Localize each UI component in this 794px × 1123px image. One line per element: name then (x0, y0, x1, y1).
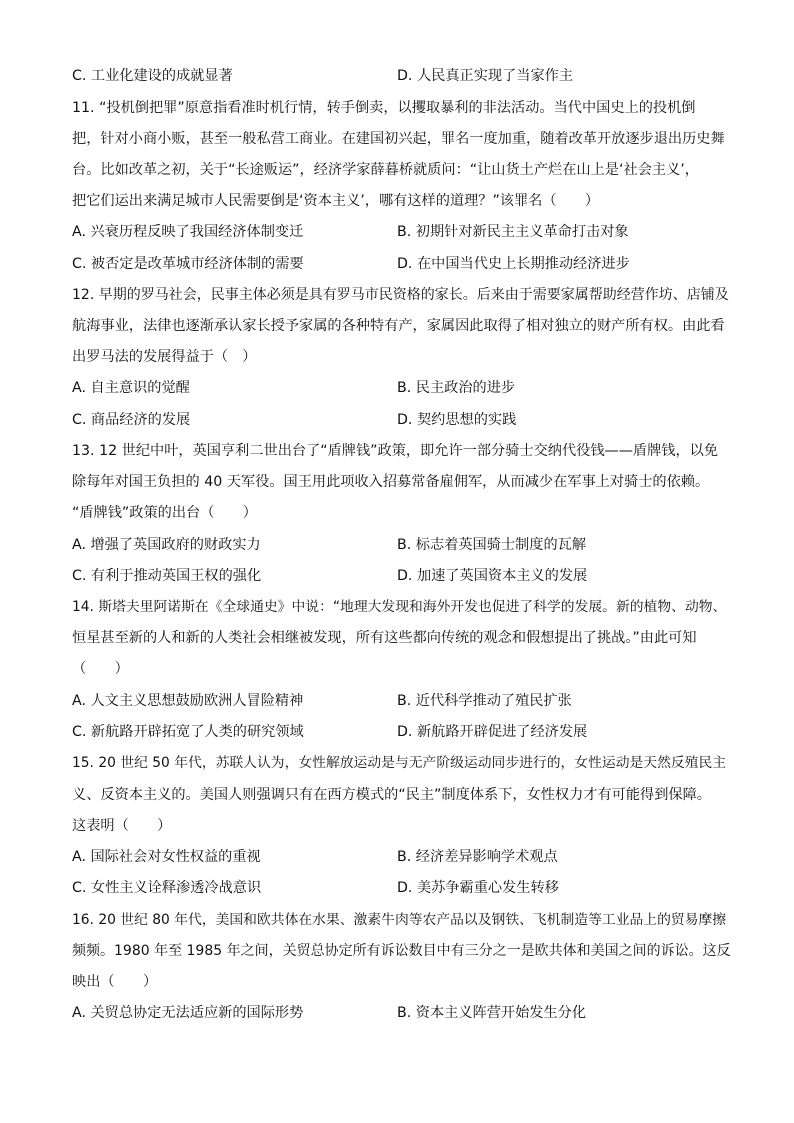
q15-option-a: A. 国际社会对女性权益的重视 (72, 849, 261, 865)
q15-stem-line-2: 义、反资本主义的。美国人则强调只有在西方模式的“民主”制度体系下，女性权力才有可能得到保障。 (72, 787, 711, 803)
q14-option-d: D. 新航路开辟促进了经济发展 (397, 724, 588, 740)
q12-option-c: C. 商品经济的发展 (72, 412, 191, 428)
q13-option-b: B. 标志着英国骑士制度的瓦解 (397, 537, 587, 553)
q12-option-b: B. 民主政治的进步 (397, 380, 516, 396)
q13-option-d: D. 加速了英国资本主义的发展 (397, 568, 588, 584)
q14-option-b: B. 近代科学推动了殖民扩张 (397, 693, 572, 709)
q15-option-b: B. 经济差异影响学术观点 (397, 849, 558, 865)
q13-stem-line-3: “盾牌钱”政策的出台（ ） (72, 505, 257, 521)
q12-stem-line-2: 航海事业，法律也逐渐承认家长授予家属的各种特有产，家属因此取得了相对独立的财产所有权。由此看 (72, 318, 725, 334)
q12-option-d: D. 契约思想的实践 (397, 412, 517, 428)
q12-stem-line-3: 出罗马法的发展得益于（ ） (72, 349, 257, 365)
q15-stem-line-1: 15. 20 世纪 50 年代，苏联人认为，女性解放运动是与无产阶级运动同步进行的，女性运动是天然反殖民主 (72, 755, 727, 771)
q10-option-d: D. 人民真正实现了当家作主 (397, 68, 574, 84)
q14-option-c: C. 新航路开辟拓宽了人类的研究领域 (72, 724, 304, 740)
q11-option-d: D. 在中国当代史上长期推动经济进步 (397, 256, 630, 272)
q12-option-a: A. 自主意识的觉醒 (72, 380, 190, 396)
q16-stem-line-2: 频频。1980 年至 1985 年之间，关贸总协定所有诉讼数目中有三分之一是欧共体和美国之间的诉讼。这反 (72, 943, 731, 959)
q13-option-a: A. 增强了英国政府的财政实力 (72, 537, 261, 553)
q11-stem-line-4: 把它们运出来满足城市人民需要倒是‘资本主义’，哪有这样的道理？”该罪名（ ） (72, 193, 600, 209)
q15-option-d: D. 美苏争霸重心发生转移 (397, 880, 559, 896)
q11-option-a: A. 兴衰历程反映了我国经济体制变迁 (72, 224, 304, 240)
q13-stem-line-2: 除每年对国王负担的 40 天军役。国王用此项收入招募常备雇佣军，从而减少在军事上对骑士的依赖。 (72, 474, 710, 490)
q13-stem-line-1: 13. 12 世纪中叶，英国亨利二世出台了“盾牌钱”政策，即允许一部分骑士交纳代役钱——盾牌钱，以免 (72, 443, 719, 459)
q11-stem-line-3: 台。比如改革之初，关于“长途贩运”，经济学家薛暮桥就质问：“让山货土产烂在山上是‘社会主义’， (72, 162, 699, 178)
q16-option-b: B. 资本主义阵营开始发生分化 (397, 1005, 587, 1021)
q12-stem-line-1: 12. 早期的罗马社会，民事主体必须是具有罗马市民资格的家长。后来由于需要家属帮助经营作坊、店铺及 (72, 287, 729, 303)
q11-stem-line-1: 11. “投机倒把罪”原意指看准时机行情，转手倒卖，以攫取暴利的非法活动。当代中国史上的投机倒 (72, 100, 696, 116)
q11-stem-line-2: 把，针对小商小贩，甚至一般私营工商业。在建国初兴起，罪名一度加重，随着改革开放逐步退出历史舞 (72, 131, 725, 147)
q10-option-c: C. 工业化建设的成就显著 (72, 68, 233, 84)
q16-option-a: A. 关贸总协定无法适应新的国际形势 (72, 1005, 304, 1021)
q11-option-c: C. 被否定是改革城市经济体制的需要 (72, 256, 304, 272)
q14-stem-line-3: （ ） (72, 661, 129, 677)
q14-stem-line-2: 恒星甚至新的人和新的人类社会相继被发现，所有这些都向传统的观念和假想提出了挑战。”由此可知 (72, 630, 697, 646)
q11-option-b: B. 初期针对新民主主义革命打击对象 (397, 224, 629, 240)
q15-stem-line-3: 这表明（ ） (72, 818, 172, 834)
q16-stem-line-1: 16. 20 世纪 80 年代，美国和欧共体在水果、激素牛肉等农产品以及钢铁、飞机制造等工业品上的贸易摩擦 (72, 912, 727, 928)
q15-option-c: C. 女性主义诠释渗透冷战意识 (72, 880, 262, 896)
q14-option-a: A. 人文主义思想鼓励欧洲人冒险精神 (72, 693, 304, 709)
q16-stem-line-3: 映出（ ） (72, 974, 158, 990)
q14-stem-line-1: 14. 斯塔夫里阿诺斯在《全球通史》中说：“地理大发现和海外开发也促进了科学的发展。新的植物、动物、 (72, 599, 727, 615)
q13-option-c: C. 有利于推动英国王权的强化 (72, 568, 262, 584)
